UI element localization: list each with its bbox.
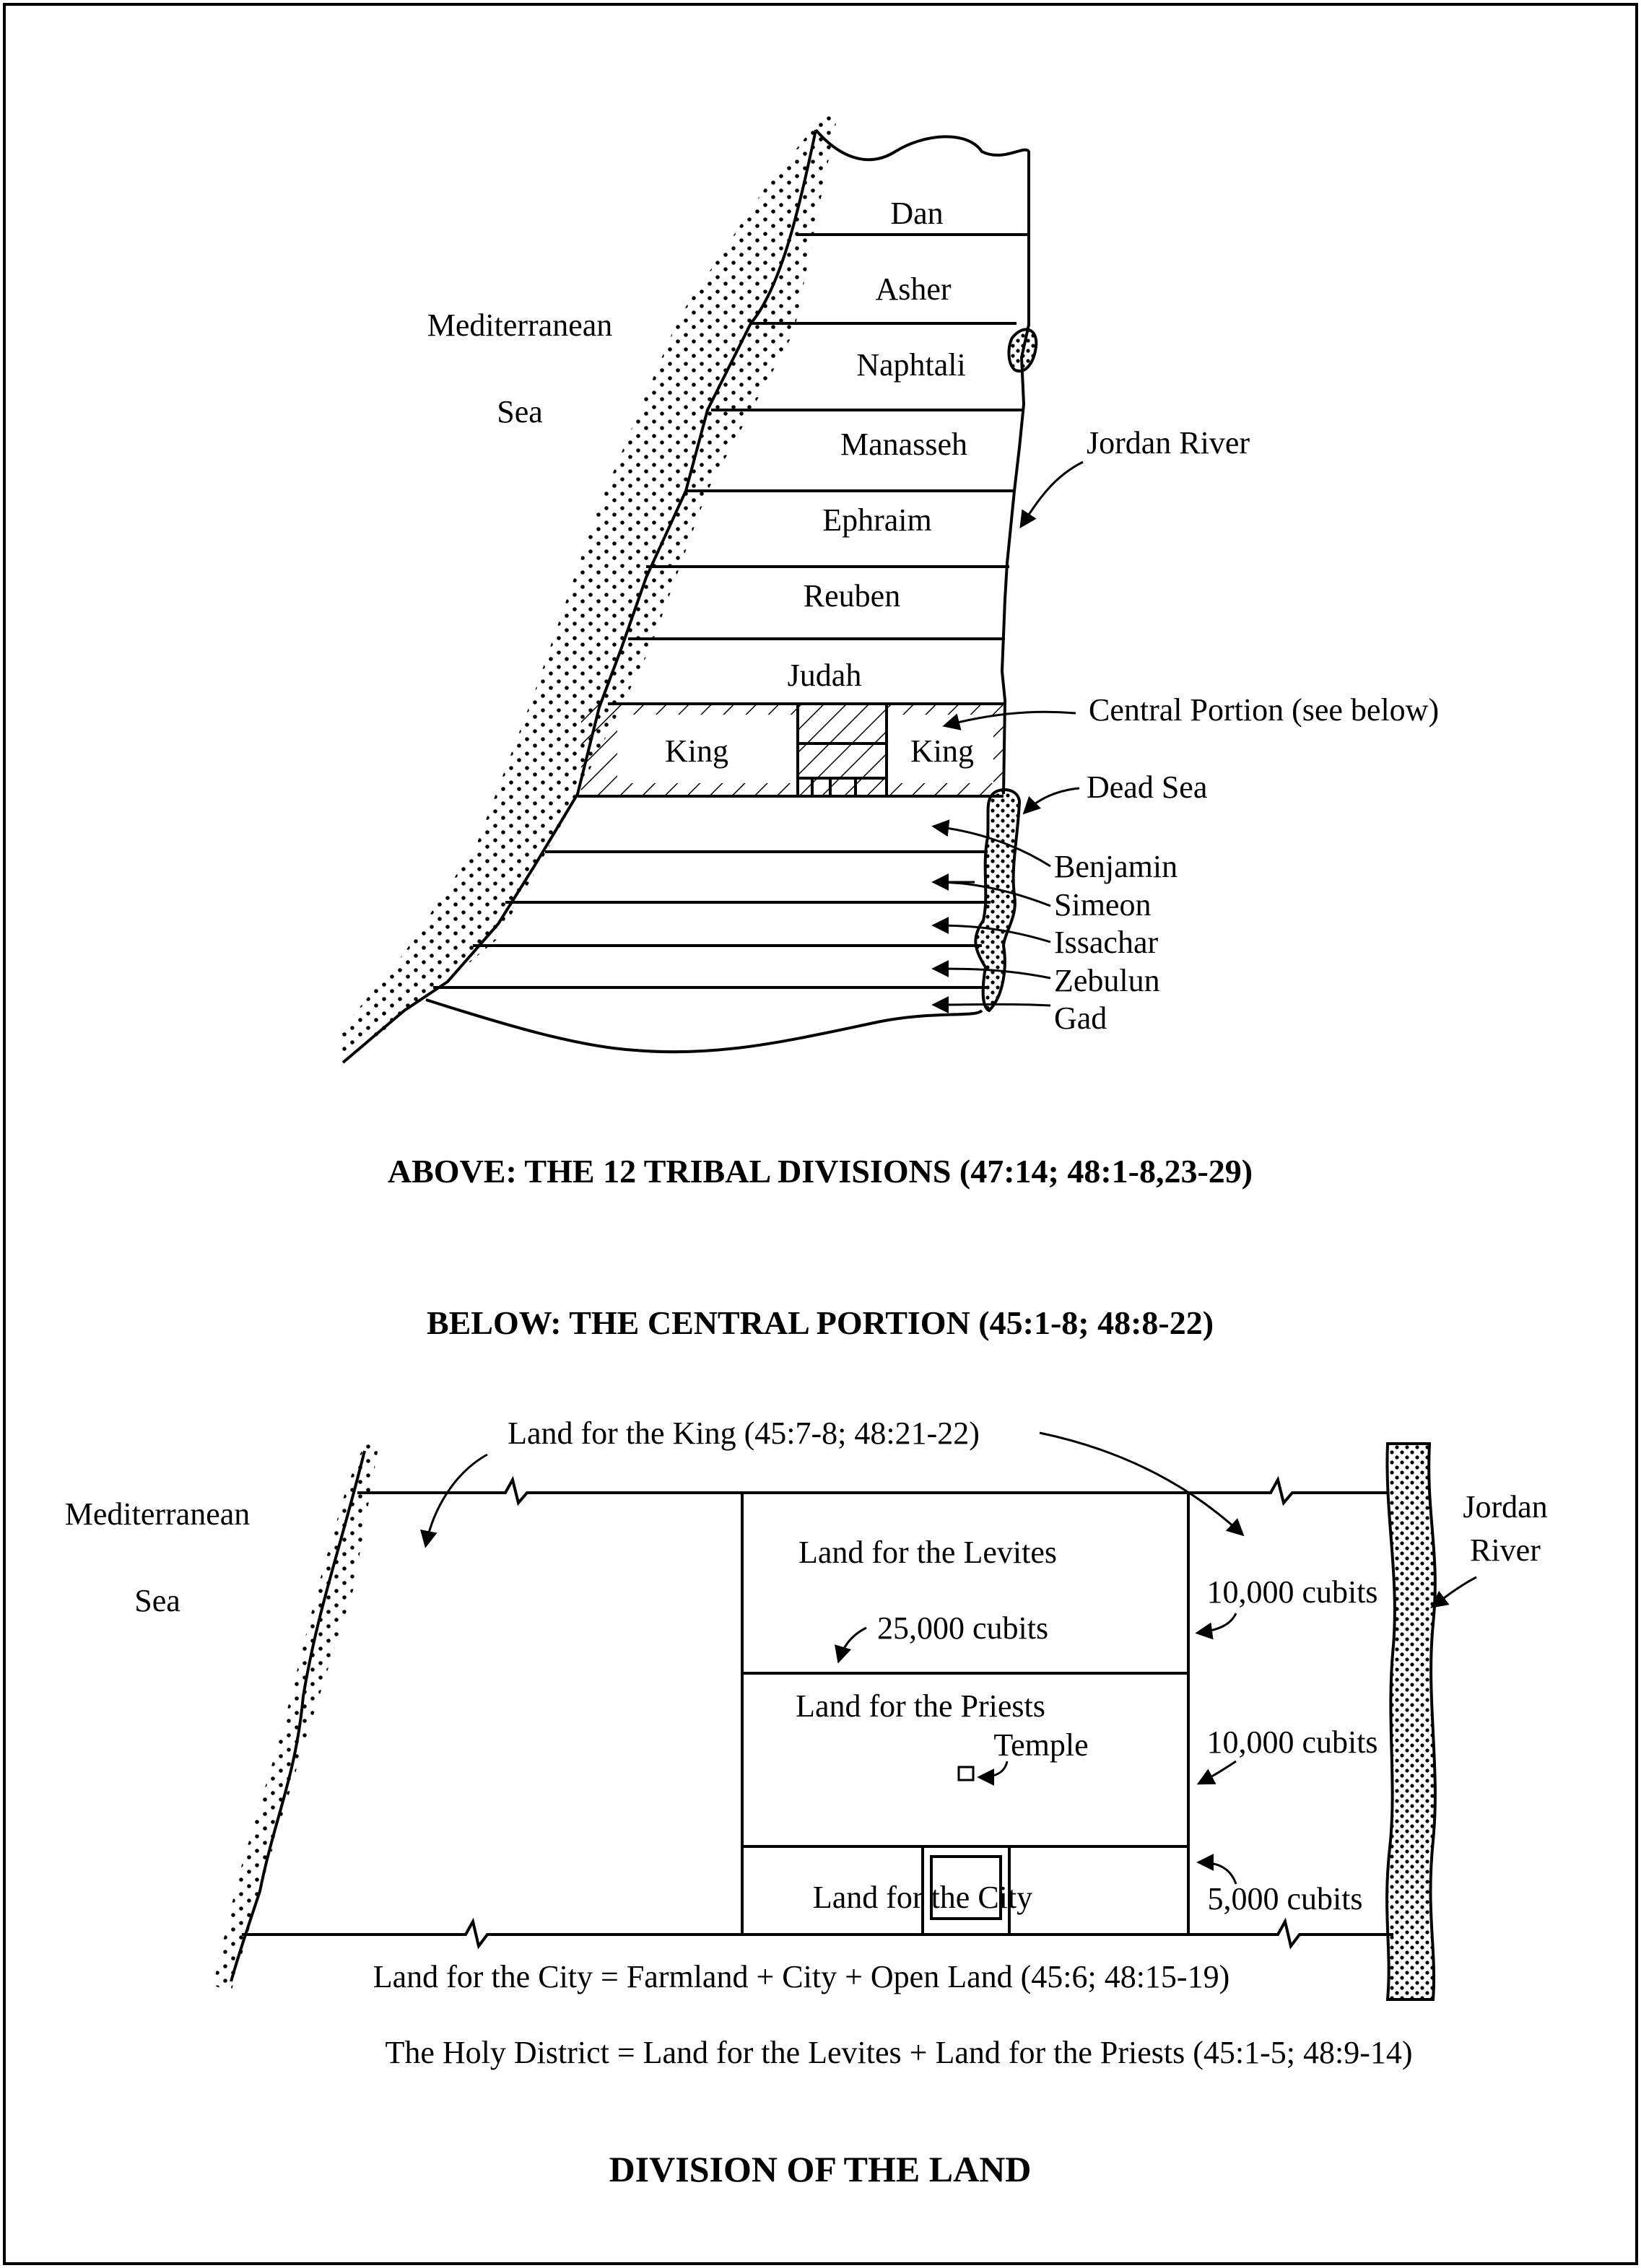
city-height-label: 5,000 cubits	[1207, 1881, 1363, 1916]
dead-sea-label: Dead Sea	[1087, 769, 1208, 805]
width-cubits-label: 25,000 cubits	[877, 1610, 1049, 1646]
coast-dotted-top	[339, 115, 837, 1061]
priests-label: Land for the Priests	[796, 1688, 1045, 1724]
city-label: Land for the City	[812, 1880, 1033, 1915]
tribe-issachar: Issachar	[1054, 925, 1159, 960]
jordan-label-line2: River	[1470, 1532, 1541, 1568]
tribe-gad: Gad	[1054, 1000, 1107, 1036]
note-holy-district: The Holy District = Land for the Levites + Land for the Priests (45:1-5; 48:9-14)	[385, 2035, 1413, 2070]
land-for-king-label: Land for the King (45:7-8; 48:21-22)	[508, 1416, 980, 1451]
tribe-judah: Judah	[787, 658, 862, 693]
tribe-manasseh: Manasseh	[840, 427, 967, 462]
priests-height-label: 10,000 cubits	[1206, 1724, 1378, 1760]
king-arrow-right	[1040, 1433, 1242, 1534]
sea-label-bottom-line1: Mediterranean	[64, 1496, 251, 1532]
south-border	[426, 1000, 982, 1052]
levites-height-label: 10,000 cubits	[1206, 1574, 1378, 1610]
top-caption: ABOVE: THE 12 TRIBAL DIVISIONS (47:14; 48:1-8,23-29)	[387, 1153, 1253, 1190]
sea-of-galilee	[1009, 329, 1036, 371]
king-right-label: King	[910, 733, 974, 769]
tribe-dan: Dan	[890, 196, 944, 231]
jordan-label-line1: Jordan	[1463, 1489, 1548, 1525]
bottom-caption: BELOW: THE CENTRAL PORTION (45:1-8; 48:8-22)	[426, 1304, 1214, 1341]
king-arrow-left	[426, 1454, 487, 1545]
sea-label-line1: Mediterranean	[427, 308, 613, 343]
temple-label: Temple	[993, 1727, 1089, 1763]
dead-sea	[975, 790, 1019, 1011]
tribe-asher: Asher	[875, 271, 952, 307]
jordan-river-label: Jordan River	[1087, 425, 1250, 461]
levites-label: Land for the Levites	[798, 1535, 1057, 1570]
main-title: DIVISION OF THE LAND	[609, 2149, 1032, 2189]
temple-marker	[959, 1767, 973, 1780]
sea-label-line2: Sea	[497, 394, 543, 429]
tribe-zebulun: Zebulun	[1054, 963, 1160, 998]
king-left-label: King	[665, 733, 728, 769]
note-city: Land for the City = Farmland + City + Open Land (45:6; 48:15-19)	[373, 1959, 1230, 1994]
tribe-reuben: Reuben	[803, 578, 901, 614]
central-portion-label: Central Portion (see below)	[1089, 692, 1440, 728]
bottom-map	[65, 1304, 1548, 2070]
tribe-naphtali: Naphtali	[856, 347, 966, 383]
tribe-benjamin: Benjamin	[1054, 849, 1178, 884]
jordan-bottom-arrow	[1433, 1577, 1476, 1606]
tribe-ephraim: Ephraim	[822, 502, 932, 538]
jordan-arrow	[1022, 462, 1083, 525]
dead-sea-arrow	[1025, 788, 1079, 812]
tribe-simeon: Simeon	[1054, 887, 1152, 923]
sea-label-bottom-line2: Sea	[134, 1583, 180, 1618]
top-map	[339, 115, 1439, 1190]
jordan-river-strip	[1387, 1444, 1435, 1999]
